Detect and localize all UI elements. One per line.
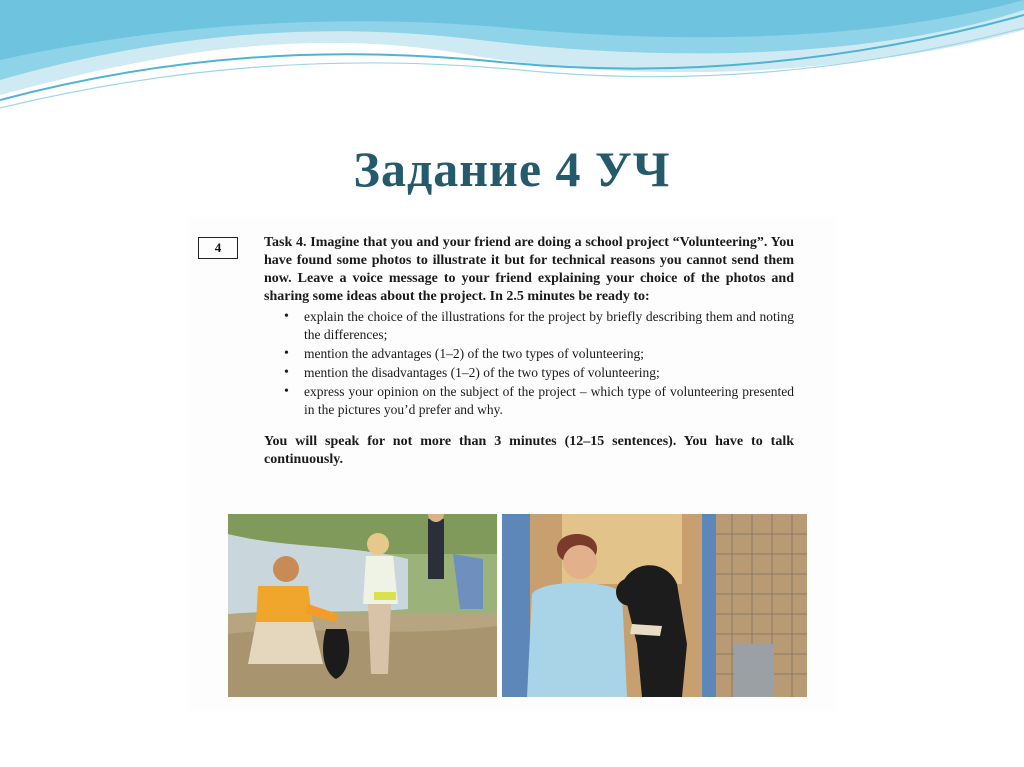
task-bullet: • explain the choice of the illustrations for the project by briefly describing them and noting the differences; — [304, 308, 794, 344]
decorative-waves — [0, 0, 1024, 120]
task-bullet: • mention the advantages (1–2) of the two types of volunteering; — [304, 345, 794, 363]
slide-title: Задание 4 УЧ — [353, 141, 671, 197]
task-bullet: • express your opinion on the subject of the project – which type of volunteering presented in the pictures you’d prefer and why. — [304, 383, 794, 419]
photo-cleanup — [228, 514, 497, 697]
task-number-box: 4 — [198, 237, 238, 259]
task-text — [264, 234, 794, 469]
task-bullet: • mention the disadvantages (1–2) of the two types of volunteering; — [304, 364, 794, 382]
task-bullet-list — [264, 308, 794, 419]
photo-animal-shelter — [502, 514, 807, 697]
task-closing: You will speak for not more than 3 minutes (12–15 sentences). You have to talk continuously. — [264, 434, 794, 467]
task-lead: Task 4. Imagine that you and your friend are doing a school project “Volunteering”. You have found some photos to illustrate it but for technical reasons you cannot send them now. Leave a voice message to your friend explaining your choice of the photos and sharing some ideas about the project. In 2.5 minutes be ready to: — [264, 235, 794, 304]
task-document — [188, 217, 836, 711]
